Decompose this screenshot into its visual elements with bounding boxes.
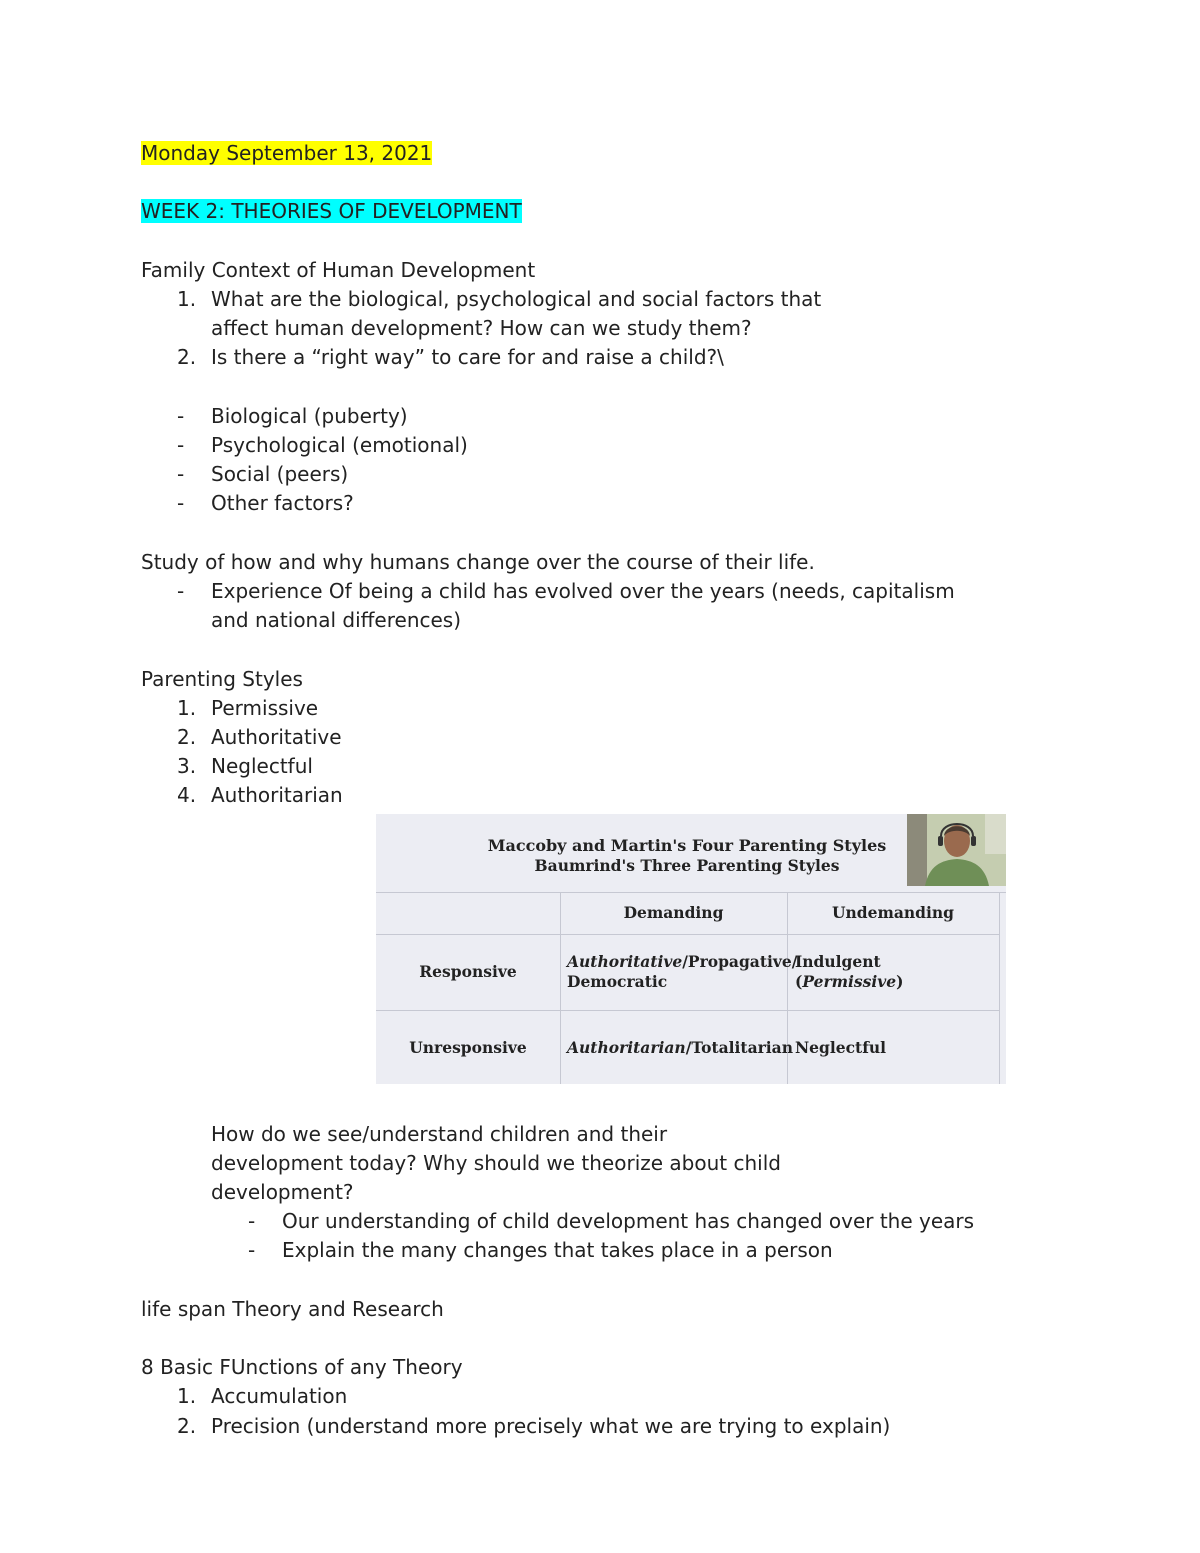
- column-divider: [999, 892, 1000, 1084]
- row-header-unresponsive: Unresponsive: [409, 1038, 527, 1057]
- bullet-text: Psychological (emotional): [211, 432, 468, 457]
- table-subtitle: Baumrind's Three Parenting Styles: [534, 856, 840, 875]
- bullet-text: Other factors?: [211, 491, 354, 516]
- list-item-text: Accumulation: [211, 1384, 348, 1409]
- column-header-undemanding: Undemanding: [831, 903, 955, 922]
- list-marker: 2.: [177, 724, 197, 749]
- dash-marker: -: [177, 578, 185, 603]
- list-item-text: Is there a “right way” to care for and raise a child?\: [211, 345, 724, 370]
- table-title: Maccoby and Martin's Four Parenting Styles: [487, 836, 887, 855]
- table-header: [376, 814, 1006, 893]
- list-item: [141, 1412, 1101, 1441]
- list-marker: 4.: [177, 783, 197, 808]
- date-highlight: Monday September 13, 2021: [141, 141, 433, 165]
- list-item: [141, 781, 1101, 810]
- list-item: [141, 752, 1101, 781]
- parenting-styles-table-image: [376, 814, 1006, 1084]
- bullet-item: [141, 431, 1101, 460]
- bullet-text: Social (peers): [211, 462, 349, 487]
- cell-text: Democratic: [567, 972, 668, 991]
- bullet-item: [141, 1236, 1101, 1265]
- cell-italic-text: Permissive: [802, 972, 897, 991]
- cell-responsive-undemanding: [795, 952, 995, 992]
- list-item: [141, 343, 1101, 372]
- understanding-paragraph: [141, 1120, 1101, 1208]
- bullet-item: [141, 577, 1101, 635]
- week-heading-highlight: WEEK 2: THEORIES OF DEVELOPMENT: [141, 199, 522, 224]
- row-divider: [376, 934, 1000, 935]
- bullet-item: [141, 489, 1101, 518]
- cell-text: ): [896, 972, 904, 991]
- list-marker: 1.: [177, 1384, 197, 1409]
- cell-text: /Totalitarian: [685, 1038, 793, 1057]
- cell-text: (: [795, 972, 803, 991]
- parenting-styles-title: Parenting Styles: [141, 666, 303, 691]
- bullet-item: [141, 402, 1101, 431]
- list-item: [141, 1382, 1101, 1411]
- list-item: [141, 285, 1101, 343]
- list-item-text: What are the biological, psychological and social factors that: [211, 286, 822, 311]
- list-item-text: Permissive: [211, 695, 319, 720]
- list-marker: 1.: [177, 286, 197, 311]
- bullet-text: Our understanding of child development has changed over the years: [282, 1209, 975, 1234]
- list-item-text: Precision (understand more precisely what we are trying to explain): [211, 1413, 891, 1438]
- table-grid: [376, 892, 1000, 1084]
- bullet-text: Explain the many changes that takes place in a person: [282, 1238, 833, 1263]
- bullet-item: [141, 1207, 1101, 1236]
- lifespan-heading: life span Theory and Research: [141, 1296, 444, 1321]
- list-item-text: Authoritative: [211, 724, 342, 749]
- bullet-text: Biological (puberty): [211, 403, 408, 428]
- paragraph-line: development?: [211, 1180, 354, 1204]
- cell-text: /Propagative/: [682, 952, 798, 971]
- list-marker: 3.: [177, 754, 197, 779]
- column-header-demanding: Demanding: [623, 903, 724, 922]
- bullet-item: [141, 460, 1101, 489]
- dash-marker: -: [177, 491, 185, 516]
- cell-italic-text: Authoritative: [567, 952, 683, 971]
- cell-unresponsive-undemanding: Neglectful: [795, 1038, 887, 1057]
- list-item: [141, 694, 1101, 723]
- cell-unresponsive-demanding: [567, 1038, 793, 1058]
- list-marker: 2.: [177, 345, 197, 370]
- cell-responsive-demanding: [567, 952, 798, 992]
- dash-marker: -: [177, 432, 185, 457]
- list-item-text: Authoritarian: [211, 783, 343, 808]
- webcam-thumbnail: [907, 814, 1006, 886]
- bullet-text: Experience Of being a child has evolved over the years (needs, capitalism: [211, 578, 955, 603]
- dash-marker: -: [177, 403, 185, 428]
- document-body: [141, 0, 1101, 1441]
- row-divider: [376, 1010, 1000, 1011]
- cell-text: Indulgent: [795, 952, 881, 971]
- dash-marker: -: [177, 462, 185, 487]
- list-marker: 1.: [177, 695, 197, 720]
- paragraph-line: How do we see/understand children and their: [211, 1121, 668, 1146]
- family-context-title: Family Context of Human Development: [141, 257, 536, 282]
- study-title: Study of how and why humans change over the course of their life.: [141, 549, 815, 574]
- row-header-responsive: Responsive: [419, 962, 517, 981]
- person-icon: [907, 814, 1006, 886]
- list-marker: 2.: [177, 1413, 197, 1438]
- week-heading: [141, 197, 1101, 226]
- bullet-text: and national differences): [211, 608, 462, 633]
- date-line: [141, 139, 1101, 168]
- dash-marker: -: [248, 1209, 256, 1234]
- dash-marker: -: [248, 1238, 256, 1263]
- paragraph-line: development today? Why should we theorize about child: [211, 1150, 781, 1175]
- cell-italic-text: Authoritarian: [567, 1038, 686, 1057]
- list-item: [141, 723, 1101, 752]
- list-item-text: Neglectful: [211, 754, 313, 779]
- list-item-text: affect human development? How can we study them?: [211, 316, 752, 341]
- functions-title: 8 Basic FUnctions of any Theory: [141, 1355, 463, 1380]
